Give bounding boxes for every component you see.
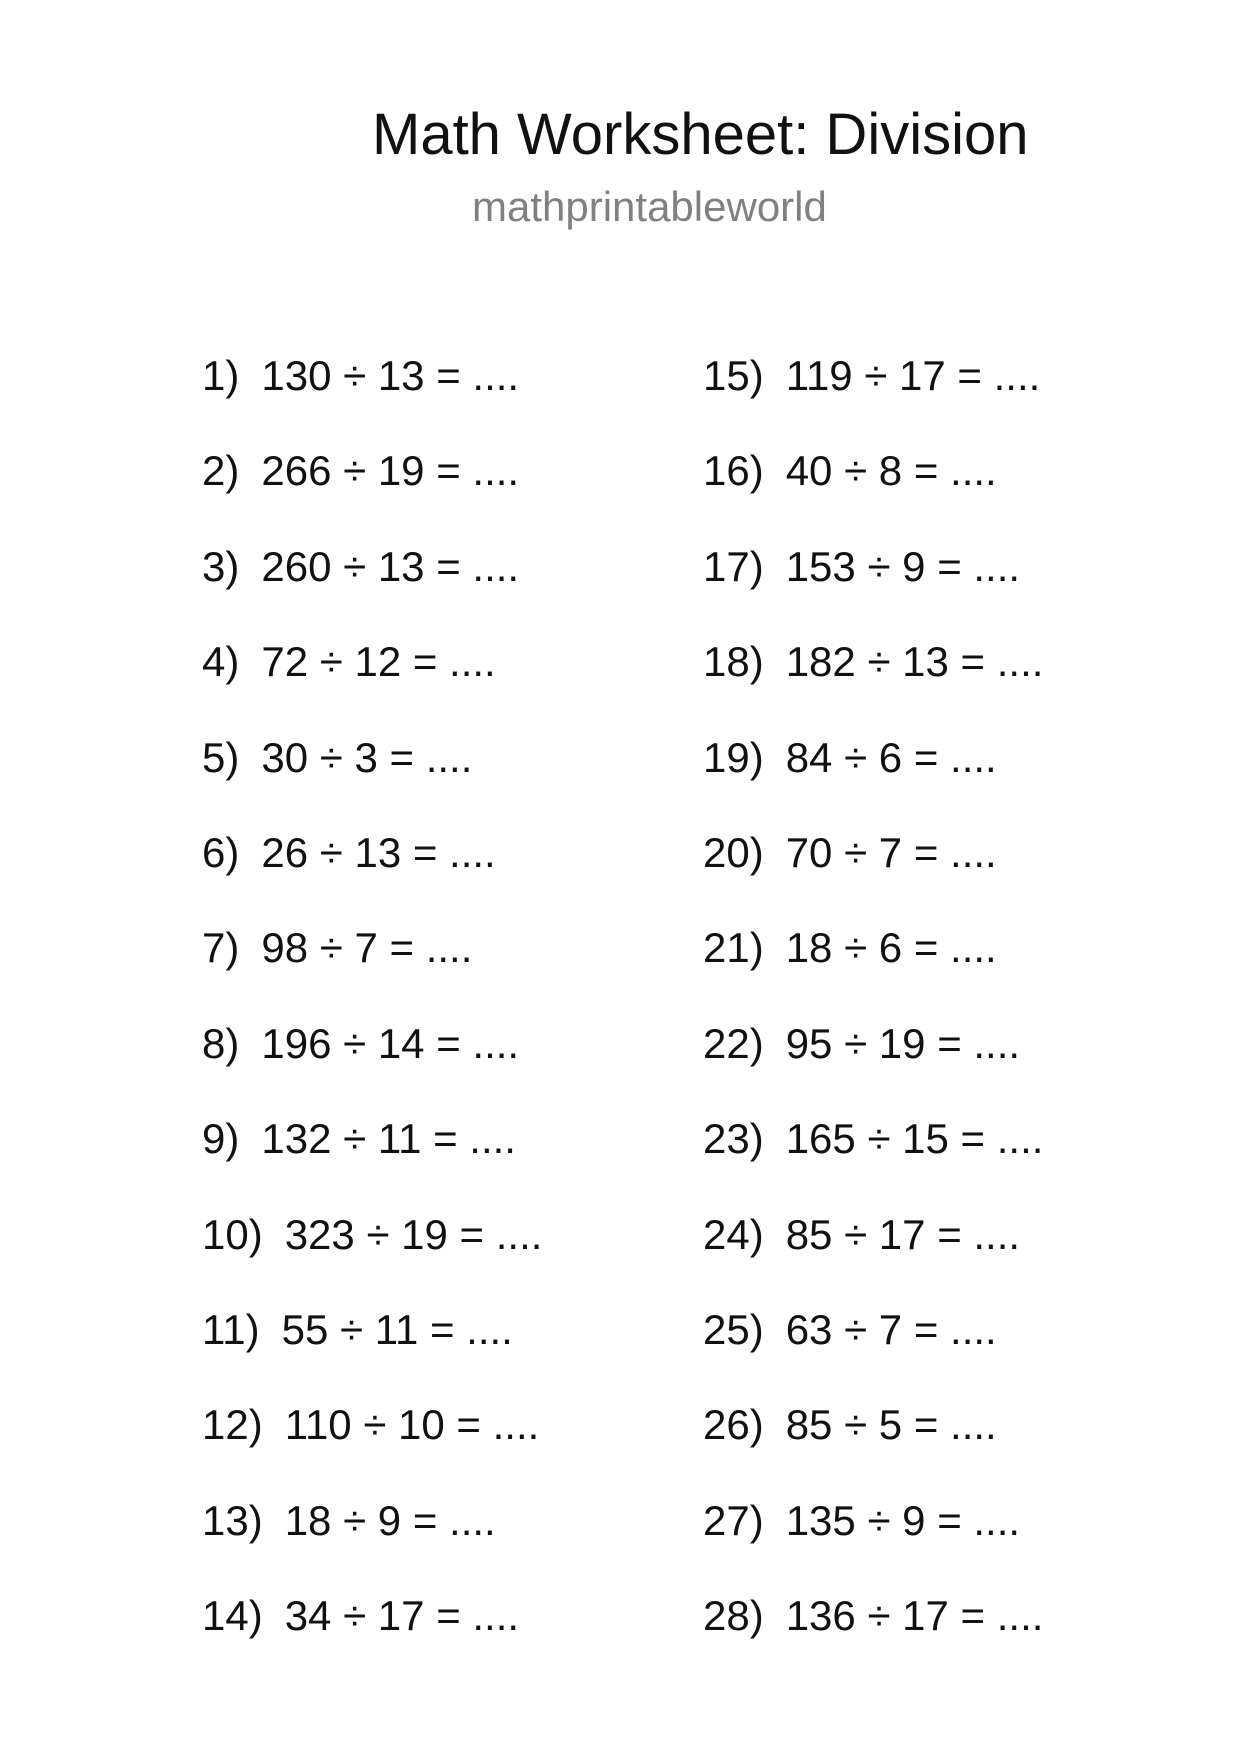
problem-item [202, 1400, 622, 1495]
problem-expression: 110 ÷ 10 = .... [284, 1401, 540, 1449]
problem-expression: 55 ÷ 11 = .... [281, 1305, 513, 1353]
problem-item [202, 923, 622, 1018]
problem-item [703, 828, 1123, 923]
problem-expression: 136 ÷ 17 = .... [785, 1592, 1044, 1640]
problem-column-left [202, 351, 622, 1686]
problem-number: 23) [703, 1115, 764, 1163]
problem-expression: 196 ÷ 14 = .... [261, 1019, 520, 1067]
problem-item [703, 1305, 1123, 1400]
problem-number: 21) [703, 924, 764, 972]
problem-item [703, 542, 1123, 637]
problem-expression: 182 ÷ 13 = .... [785, 638, 1044, 686]
problem-item [202, 446, 622, 541]
problem-item [703, 1210, 1123, 1305]
problem-expression: 323 ÷ 19 = .... [284, 1210, 543, 1258]
problem-number: 20) [703, 828, 764, 876]
problem-item [703, 923, 1123, 1018]
problem-expression: 30 ÷ 3 = .... [261, 733, 473, 781]
problem-expression: 132 ÷ 11 = .... [261, 1115, 516, 1163]
problem-item [703, 1114, 1123, 1209]
problem-number: 2) [202, 447, 240, 495]
problem-number: 12) [202, 1401, 263, 1449]
problem-expression: 70 ÷ 7 = .... [785, 828, 997, 876]
page-subtitle: mathprintableworld [472, 183, 827, 230]
page-title: Math Worksheet: Division [372, 102, 1029, 167]
problem-number: 24) [703, 1210, 764, 1258]
problem-number: 22) [703, 1019, 764, 1067]
problem-expression: 130 ÷ 13 = .... [261, 352, 520, 399]
problem-number: 17) [703, 542, 764, 590]
problem-number: 8) [202, 1019, 240, 1067]
problem-expression: 135 ÷ 9 = .... [785, 1496, 1021, 1544]
problem-item [703, 1591, 1123, 1686]
problem-number: 25) [703, 1305, 764, 1353]
problem-expression: 119 ÷ 17 = .... [785, 352, 1041, 399]
problem-number: 16) [703, 447, 764, 495]
problem-item [703, 637, 1123, 732]
problem-item [202, 637, 622, 732]
problem-number: 19) [703, 733, 764, 781]
problem-number: 26) [703, 1401, 764, 1449]
problem-item [703, 1400, 1123, 1495]
problem-expression: 153 ÷ 9 = .... [785, 542, 1021, 590]
problem-expression: 95 ÷ 19 = .... [785, 1019, 1021, 1067]
problem-number: 28) [703, 1592, 764, 1640]
problem-item [202, 828, 622, 923]
problem-number: 18) [703, 638, 764, 686]
problem-number: 13) [202, 1496, 263, 1544]
problem-number: 4) [202, 638, 240, 686]
problem-item [202, 1019, 622, 1114]
problem-item [703, 351, 1123, 446]
problem-number: 6) [202, 828, 240, 876]
problem-number: 5) [202, 733, 240, 781]
problem-expression: 72 ÷ 12 = .... [261, 638, 496, 686]
problem-number: 11) [202, 1305, 260, 1353]
problem-expression: 18 ÷ 6 = .... [785, 924, 997, 972]
problem-item [202, 1496, 622, 1591]
problem-expression: 18 ÷ 9 = .... [284, 1496, 496, 1544]
problem-number: 9) [202, 1115, 240, 1163]
problem-column-right [703, 351, 1123, 1686]
problem-number: 14) [202, 1592, 263, 1640]
problem-item [202, 1591, 622, 1686]
problem-expression: 63 ÷ 7 = .... [785, 1305, 997, 1353]
problem-expression: 26 ÷ 13 = .... [261, 828, 496, 876]
problem-item [703, 1496, 1123, 1591]
problem-number: 3) [202, 542, 240, 590]
problem-item [202, 351, 622, 446]
problem-expression: 85 ÷ 5 = .... [785, 1401, 997, 1449]
problem-expression: 98 ÷ 7 = .... [261, 924, 473, 972]
problem-number: 7) [202, 924, 240, 972]
problem-expression: 84 ÷ 6 = .... [785, 733, 997, 781]
problem-item [202, 1114, 622, 1209]
problem-expression: 34 ÷ 17 = .... [284, 1592, 520, 1640]
problem-number: 10) [202, 1210, 263, 1258]
problem-item [703, 1019, 1123, 1114]
problem-item [703, 446, 1123, 541]
problem-expression: 165 ÷ 15 = .... [785, 1115, 1044, 1163]
problem-number: 15) [703, 352, 764, 399]
problem-number: 27) [703, 1496, 764, 1544]
problem-expression: 85 ÷ 17 = .... [785, 1210, 1021, 1258]
problem-item [202, 1305, 622, 1400]
problem-number: 1) [202, 352, 240, 399]
problem-item [202, 1210, 622, 1305]
problem-item [202, 733, 622, 828]
problem-expression: 40 ÷ 8 = .... [785, 447, 997, 495]
problem-item [202, 542, 622, 637]
problem-expression: 260 ÷ 13 = .... [261, 542, 520, 590]
problem-item [703, 733, 1123, 828]
problem-expression: 266 ÷ 19 = .... [261, 447, 520, 495]
